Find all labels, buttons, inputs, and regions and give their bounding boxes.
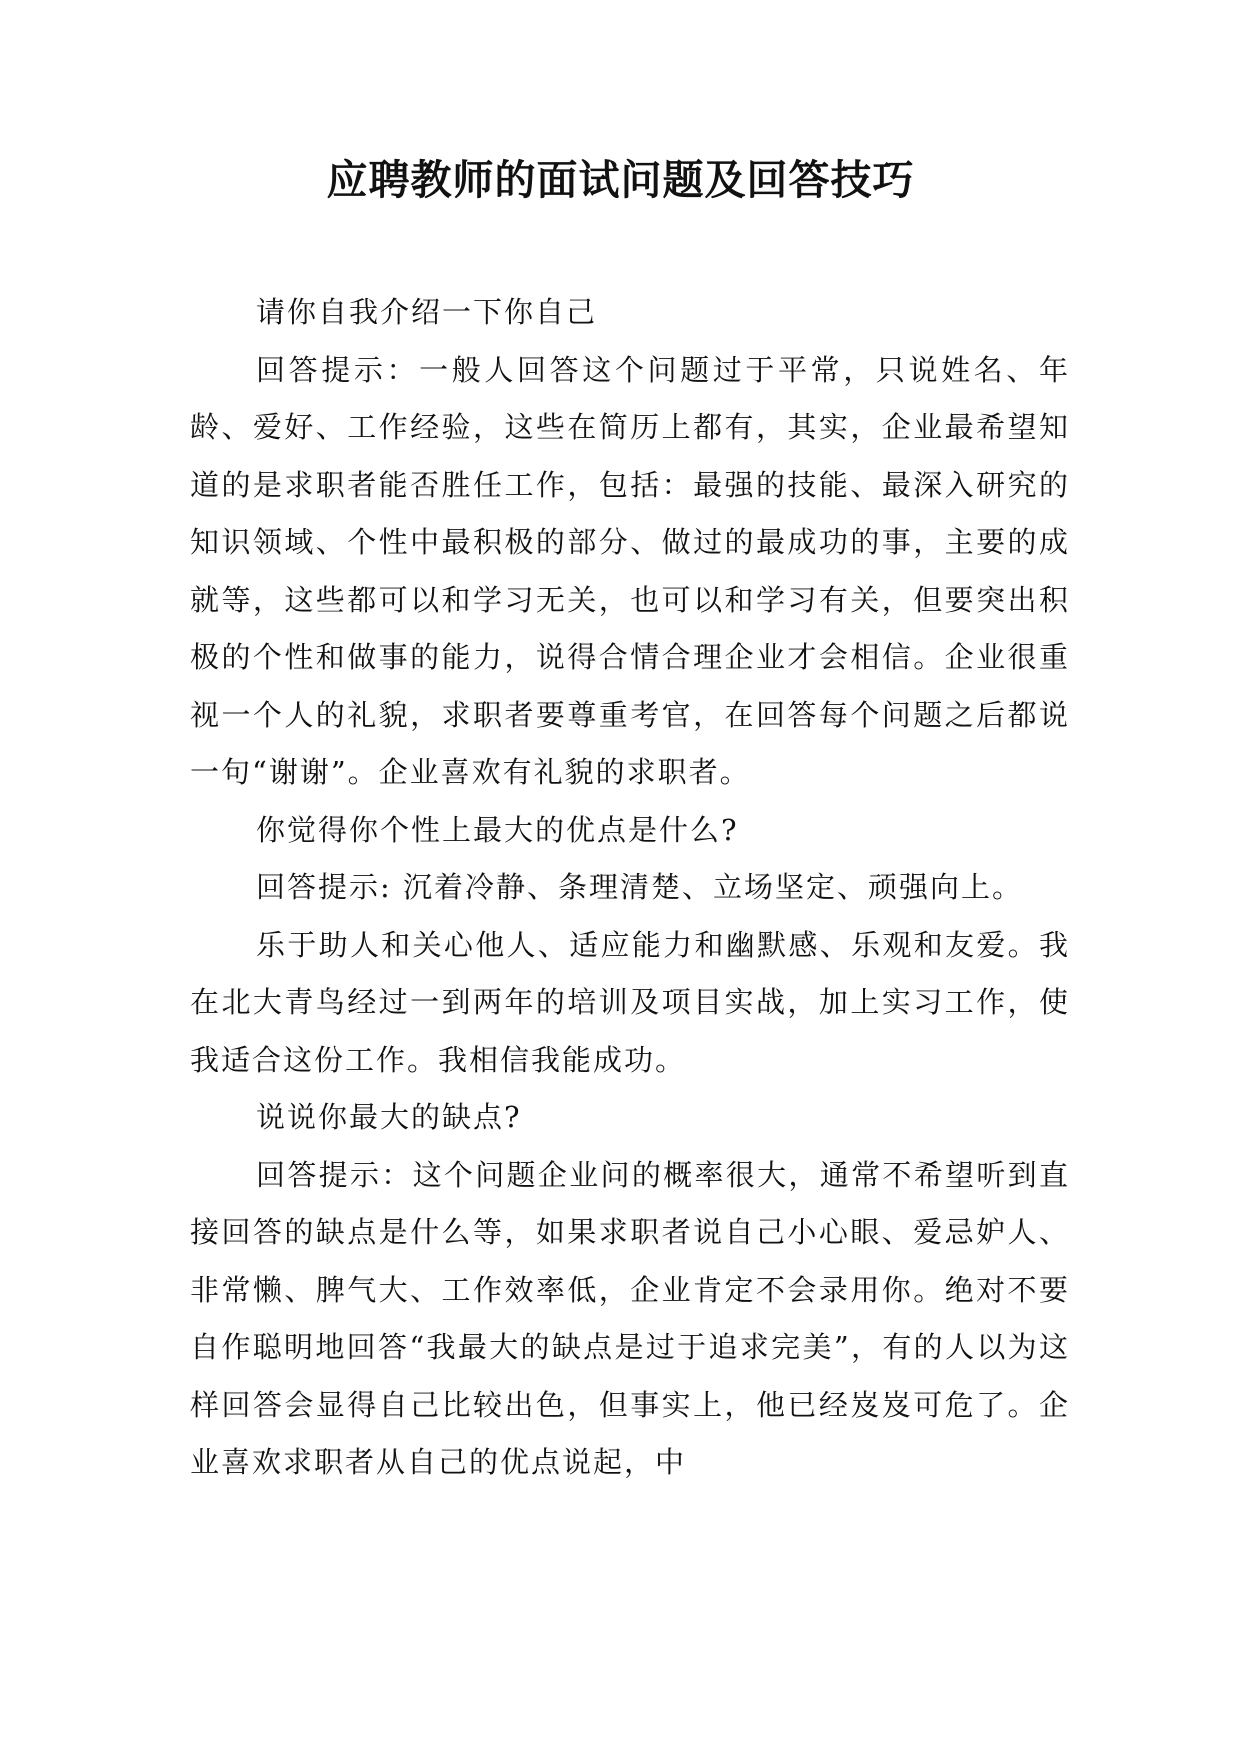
answer-paragraph: 回答提示: 沉着冷静、条理清楚、立场坚定、顽强向上。 — [256, 870, 1023, 904]
question-paragraph: 说说你最大的缺点? — [256, 1100, 522, 1134]
question-paragraph: 请你自我介绍一下你自己 — [256, 295, 598, 329]
question-paragraph: 你觉得你个性上最大的优点是什么? — [256, 812, 739, 847]
document-title: 应聘教师的面试问题及回答技巧 — [326, 156, 915, 204]
answer-paragraph: 乐于助人和关心他人、适应能力和幽默感、乐观和友爱。我在北大青鸟经过一到两年的培训及项目实战，加上实习工作，使我适合这份工作。我相信我能成功。 — [190, 927, 1070, 1077]
document-body — [190, 284, 1070, 1492]
answer-paragraph: 回答提示：这个问题企业问的概率很大，通常不希望听到直接回答的缺点是什么等，如果求职者说自己小心眼、爱忌妒人、非常懒、脾气大、工作效率低，企业肯定不会录用你。绝对不要自作聪明地回答“我最大的缺点是过于追求完美”，有的人以为这样回答会显得自己比较出色，但事实上，他已经岌岌可危了。企业喜欢求职者从自己的优点说起，中 — [190, 1157, 1070, 1479]
answer-paragraph: 回答提示：一般人回答这个问题过于平常，只说姓名、年龄、爱好、工作经验，这些在简历上都有，其实，企业最希望知道的是求职者能否胜任工作，包括：最强的技能、最深入研究的知识领域、个性中最积极的部分、做过的最成功的事，主要的成就等，这些都可以和学习无关，也可以和学习有关，但要突出积极的个性和做事的能力，说得合情合理企业才会相信。企业很重视一个人的礼貌，求职者要尊重考官，在回答每个问题之后都说一句“谢谢”。企业喜欢有礼貌的求职者。 — [190, 352, 1070, 789]
